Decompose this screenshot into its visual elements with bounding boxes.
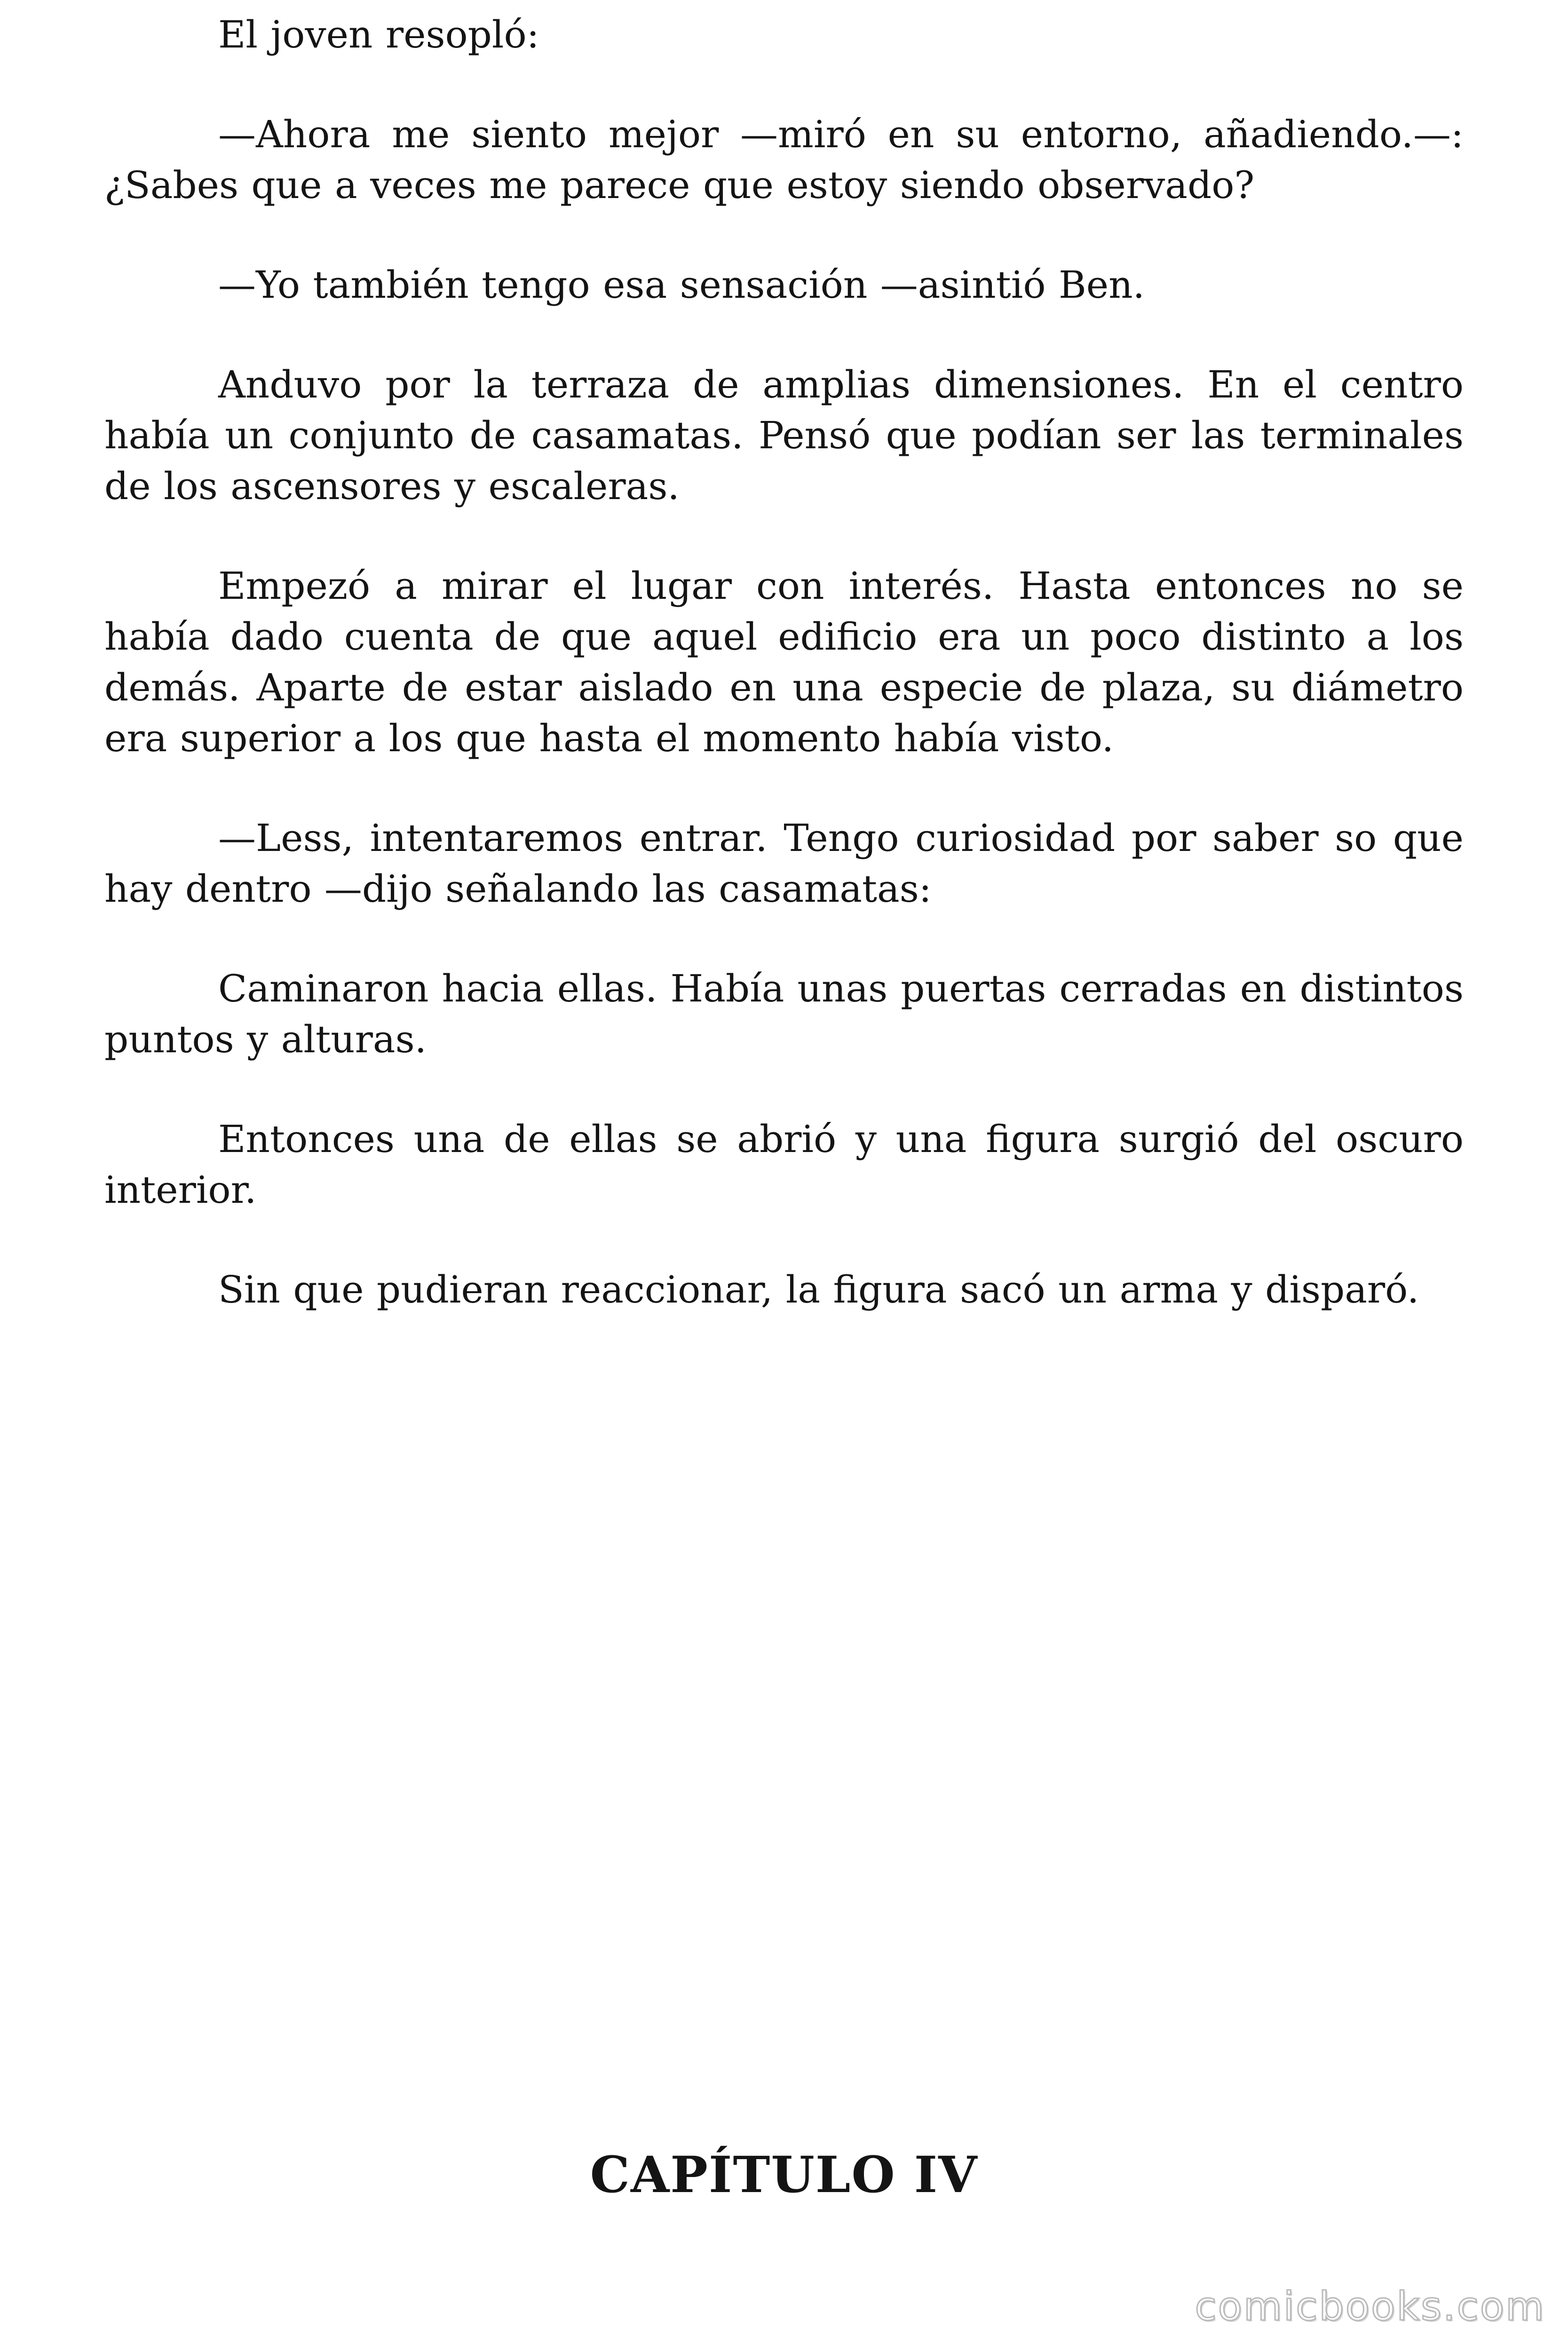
paragraph-3: —Yo también tengo esa sensación —asintió Ben. [218, 263, 1145, 307]
paragraph-5: Empezó a mirar el lugar con interés. Hasta entonces no se había dado cuenta de que aquel edificio era un poco distinto a los demás. Aparte de estar aislado en una especie de plaza, su diámetro era superior a los que hasta el momento había visto. [104, 564, 1464, 760]
paragraph-9: Sin que pudieran reaccionar, la figura sacó un arma y disparó. [218, 1268, 1419, 1311]
paragraph-7: Caminaron hacia ellas. Había unas puertas cerradas en distintos puntos y alturas. [104, 967, 1464, 1061]
paragraph-8: Entonces una de ellas se abrió y una figura surgió del oscuro interior. [104, 1117, 1464, 1212]
watermark-logo: comicbooks.com [1195, 2283, 1545, 2329]
body-text [104, 9, 1464, 1364]
chapter-heading: CAPÍTULO IV [590, 2145, 978, 2204]
paragraph-2: —Ahora me siento mejor —miró en su entorno, añadiendo.—: ¿Sabes que a veces me parece que estoy siendo observado? [104, 112, 1464, 207]
paragraph-1: El joven resopló: [218, 13, 539, 56]
paragraph-4: Anduvo por la terraza de amplias dimensiones. En el centro había un conjunto de casamatas. Pensó que podían ser las terminales de los ascensores y escaleras. [104, 363, 1464, 508]
paragraph-6: —Less, intentaremos entrar. Tengo curiosidad por saber so que hay dentro —dijo señalando las casamatas: [104, 816, 1464, 911]
